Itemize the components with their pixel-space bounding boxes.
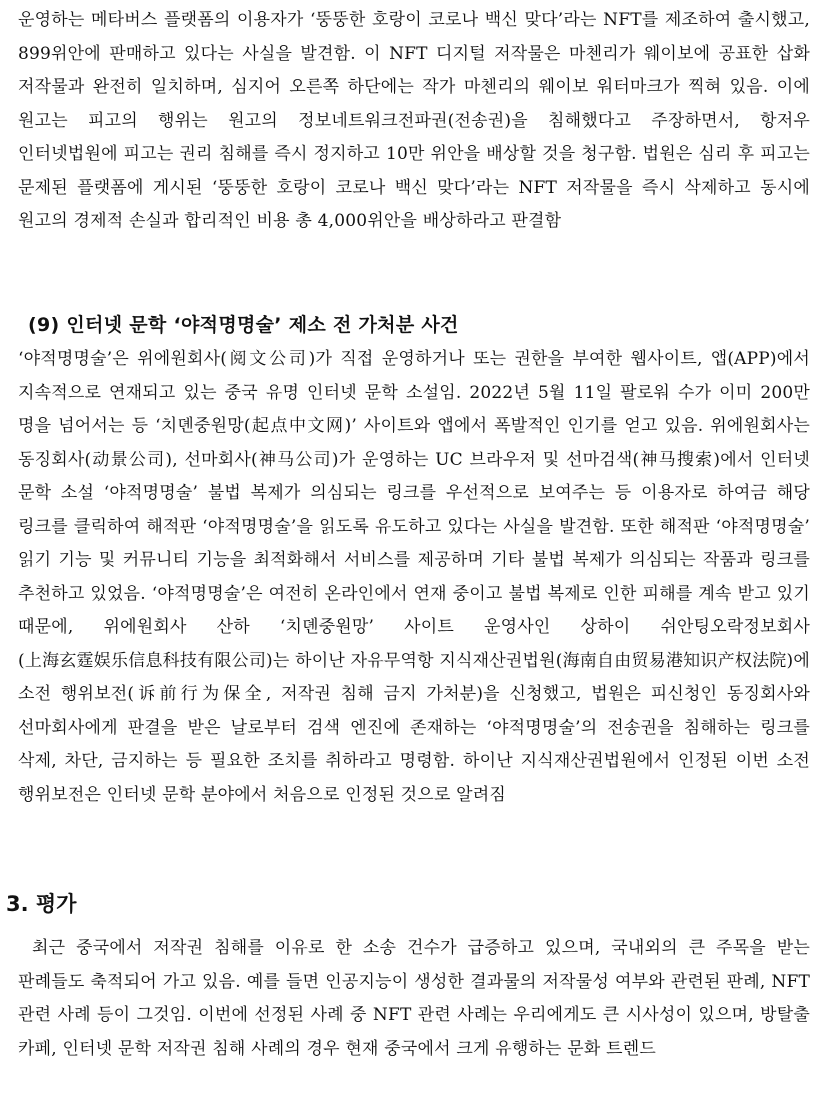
body-paragraph-evaluation: 최근 중국에서 저작권 침해를 이유로 한 소송 건수가 급증하고 있으며, 국내외의 큰 주목을 받는 판례들도 축적되어 가고 있음. 예를 들면 인공지능이 생성한 결과물의 저작물성 여부와 관련된 판례, NFT 관련 사례 등이 그것임. 이번에 선정된 사례 중 NFT 관련 사례는 우리에게도 큰 시사성이 있으며, 방탈출 카페, 인터넷 문학 저작권 침해 사례의 경우 현재 중국에서 크게 유행하는 문화 트렌드 xyxy=(18,938,810,1059)
body-paragraph-web-novel-case: ‘야적명명술’은 위에원회사(阅文公司)가 직접 운영하거나 또는 권한을 부여한 웹사이트, 앱(APP)에서 지속적으로 연재되고 있는 중국 유명 인터넷 문학 소설임. 2022년 5월 11일 팔로워 수가 이미 200만 명을 넘어서는 등 ‘치뎬중원망(起点中文网)’ 사이트와 앱에서 폭발적인 인기를 얻고 있음. 위에원회사는 동징회사(动景公司), 선마회사(神马公司)가 운영하는 UC 브라우저 및 선마검색(神马搜索)에서 인터넷 문학 소설 ‘야적명명술’ 불법 복제가 의심되는 링크를 우선적으로 보여주는 등 이용자로 하여금 해당 링크를 클릭하여 해적판 ‘야적명명술’을 읽도록 유도하고 있다는 사실을 발견함. 또한 해적판 ‘야적명명술’ 읽기 기능 및 커뮤니티 기능을 최적화해서 서비스를 제공하며 기타 불법 복제가 의심되는 작품과 링크를 추천하고 있었음. ‘야적명명술’은 여전히 온라인에서 연재 중이고 불법 복제로 인한 피해를 계속 받고 있기 때문에, 위에원회사 산하 ‘치뎬중원망’ 사이트 운영사인 상하이 쉬안팅오락정보회사(上海玄霆娱乐信息科技有限公司)는 하이난 자유무역항 지식재산권법원(海南自由贸易港知识产权法院)에 소전 행위보전(诉前行为保全, 저작권 침해 금지 가처분)을 신청했고, 법원은 피신청인 동징회사와 선마회사에게 판결을 받은 날로부터 검색 엔진에 존재하는 ‘야적명명술’의 전송권을 침해하는 링크를 삭제, 차단, 금지하는 등 필요한 조치를 취하라고 명령함. 하이난 지식재산권법원에서 인정된 이번 소전 행위보전은 인터넷 문학 분야에서 처음으로 인정된 것으로 알려짐 xyxy=(18,349,810,805)
case-subheading: (9) 인터넷 문학 ‘야적명명술’ 제소 전 가처분 사건 xyxy=(28,314,459,336)
section-heading: 3. 평가 xyxy=(6,892,77,916)
body-paragraph-nft-case: 운영하는 메타버스 플랫폼의 이용자가 ‘뚱뚱한 호랑이 코로나 백신 맞다’라는 NFT를 제조하여 출시했고, 899위안에 판매하고 있다는 사실을 발견함. 이 NFT 디지털 저작물은 마첸리가 웨이보에 공표한 삽화 저작물과 완전히 일치하며, 심지어 오른쪽 하단에는 작가 마첸리의 웨이보 워터마크가 찍혀 있음. 이에 원고는 피고의 행위는 원고의 정보네트워크전파권(전송권)을 침해했다고 주장하면서, 항저우 인터넷법원에 피고는 권리 침해를 즉시 정지하고 10만 위안을 배상할 것을 청구함. 법원은 심리 후 피고는 문제된 플랫폼에 게시된 ‘뚱뚱한 호랑이 코로나 백신 맞다’라는 NFT 저작물을 즉시 삭제하고 동시에 원고의 경제적 손실과 합리적인 비용 총 4,000위안을 배상하라고 판결함 xyxy=(18,10,810,231)
